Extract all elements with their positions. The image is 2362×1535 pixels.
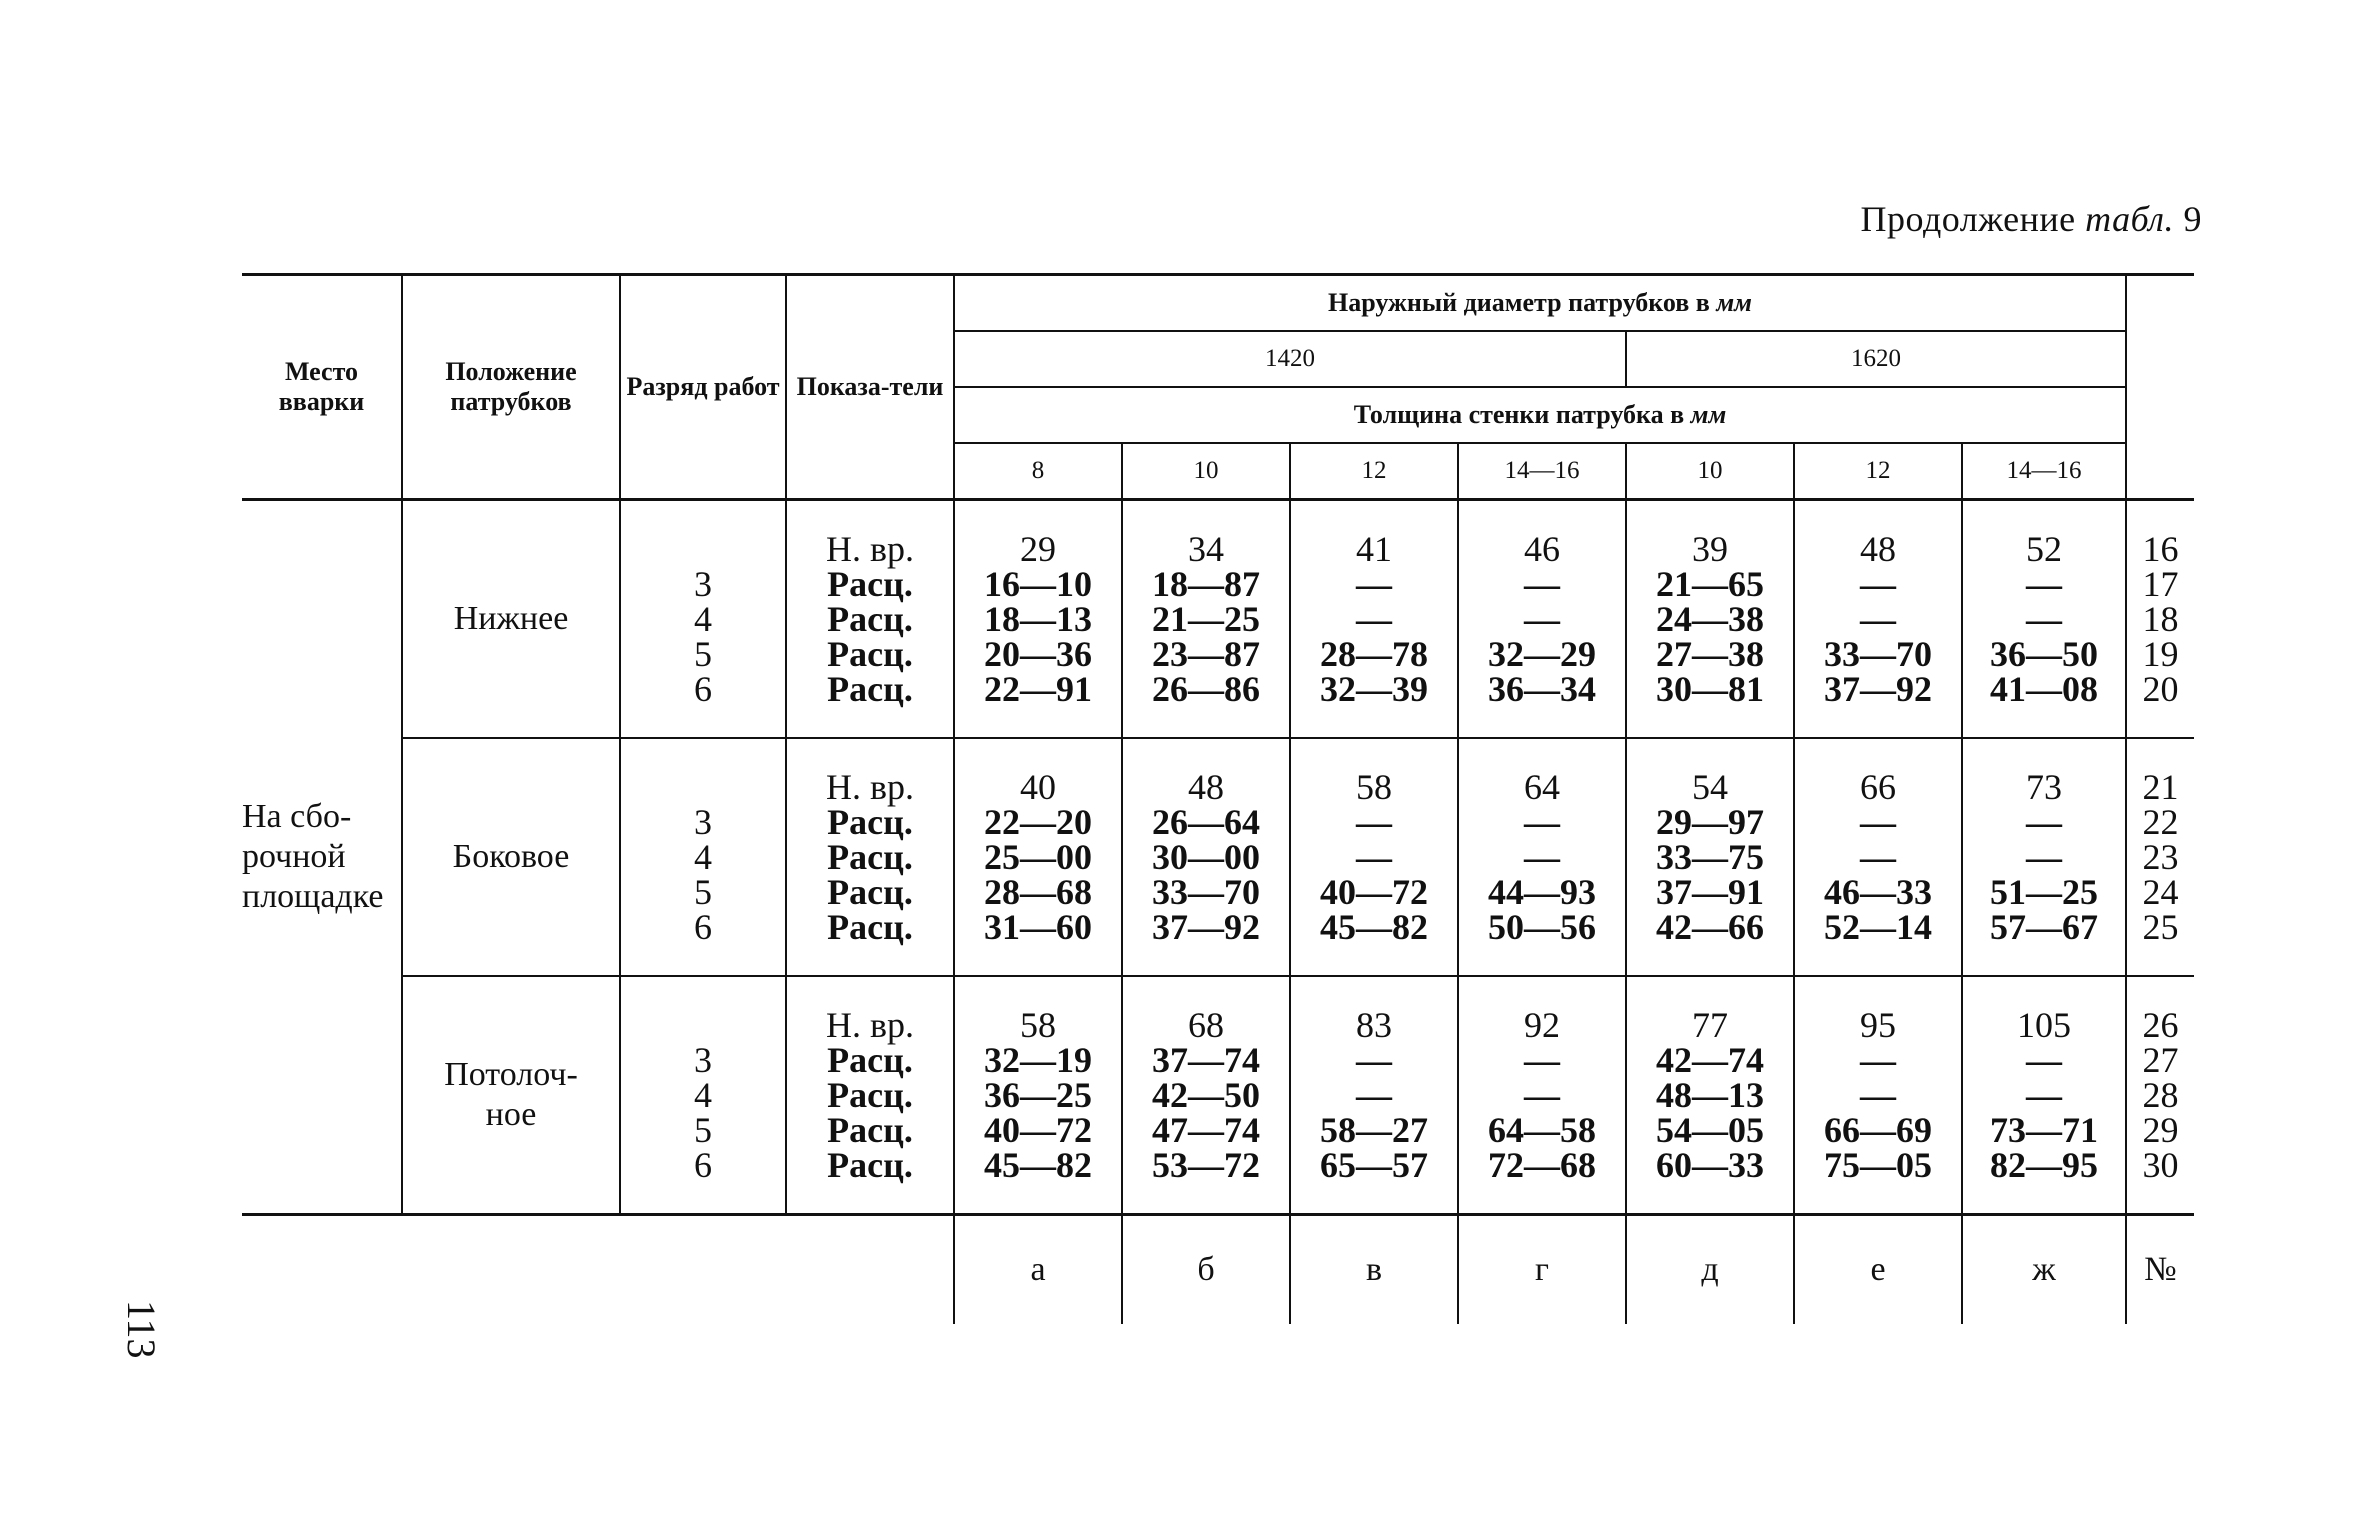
value: — <box>1860 801 1896 842</box>
indicator-label: Расц. <box>827 801 913 842</box>
value-cell <box>1794 500 1962 739</box>
position-cell <box>402 738 620 976</box>
grade-value: 3 <box>694 563 712 604</box>
row-num: 27 <box>2142 1039 2179 1080</box>
value: 73—71 <box>1990 1109 2098 1150</box>
indicator-label: Расц. <box>827 633 913 674</box>
indicator-label: Расц. <box>827 1039 913 1080</box>
value: 72—68 <box>1488 1144 1596 1185</box>
indicator-label: Расц. <box>827 836 913 877</box>
value: — <box>1356 598 1392 639</box>
thickness-e: 10 <box>1626 443 1794 500</box>
value: 45—82 <box>1320 906 1428 947</box>
value: 28—68 <box>984 871 1092 912</box>
indicator-cell <box>786 738 954 976</box>
value: 92 <box>1524 1004 1560 1045</box>
grade-value: 5 <box>694 1109 712 1150</box>
value-cell <box>1290 738 1458 976</box>
value: 64—58 <box>1488 1109 1596 1150</box>
place-cell <box>242 500 402 1215</box>
indicator-label: Расц. <box>827 668 913 709</box>
row-num: 23 <box>2142 836 2179 877</box>
row-num: 29 <box>2142 1109 2179 1150</box>
footer-col-label: в <box>1290 1215 1458 1325</box>
value: 22—20 <box>984 801 1092 842</box>
value: — <box>1860 836 1896 877</box>
indicator-label: Расц. <box>827 871 913 912</box>
value: 37—92 <box>1152 906 1260 947</box>
grade-value: 4 <box>694 836 712 877</box>
value: — <box>2026 563 2062 604</box>
indicator-label: Расц. <box>827 598 913 639</box>
header-indicators: Показа-тели <box>786 275 954 500</box>
caption-number: 9 <box>2183 199 2202 239</box>
value: — <box>1524 563 1560 604</box>
position-label: ное <box>485 1096 537 1133</box>
row-num: 18 <box>2142 598 2179 639</box>
value: 52—14 <box>1824 906 1932 947</box>
value: 24—38 <box>1656 598 1764 639</box>
value: — <box>1524 836 1560 877</box>
value: 75—05 <box>1824 1144 1932 1185</box>
value: 40—72 <box>1320 871 1428 912</box>
row-num: 28 <box>2142 1074 2179 1115</box>
grade-cell <box>620 976 786 1215</box>
footer-col-label: д <box>1626 1215 1794 1325</box>
value-cell <box>954 500 1122 739</box>
value-cell <box>1794 738 1962 976</box>
value: 48 <box>1860 528 1896 569</box>
value: 73 <box>2026 766 2062 807</box>
value: — <box>1860 598 1896 639</box>
value: 47—74 <box>1152 1109 1260 1150</box>
thickness-f: 12 <box>1794 443 1962 500</box>
row-num: 25 <box>2142 906 2179 947</box>
indicator-label: Расц. <box>827 1109 913 1150</box>
value-cell <box>1458 976 1626 1215</box>
value: 32—19 <box>984 1039 1092 1080</box>
value: — <box>1356 1039 1392 1080</box>
grade-value: 5 <box>694 871 712 912</box>
indicator-label: Расц. <box>827 563 913 604</box>
value-cell <box>1626 500 1794 739</box>
value: 42—66 <box>1656 906 1764 947</box>
header-wall <box>954 387 2126 443</box>
value: 77 <box>1692 1004 1728 1045</box>
value-cell <box>1626 738 1794 976</box>
value: — <box>1524 801 1560 842</box>
position-cell <box>402 500 620 739</box>
row-num: 21 <box>2142 766 2179 807</box>
row-num-cell <box>2126 976 2194 1215</box>
value: 50—56 <box>1488 906 1596 947</box>
grade-value: 6 <box>694 668 712 709</box>
value: 26—86 <box>1152 668 1260 709</box>
value: — <box>1524 598 1560 639</box>
value: 40 <box>1020 766 1056 807</box>
value: 33—75 <box>1656 836 1764 877</box>
value: 37—91 <box>1656 871 1764 912</box>
place-line: На сбо- <box>242 798 352 835</box>
value-cell <box>1962 500 2126 739</box>
value-cell <box>1290 976 1458 1215</box>
value: — <box>1356 836 1392 877</box>
value-cell <box>1122 500 1290 739</box>
value: 41—08 <box>1990 668 2098 709</box>
value: 25—00 <box>984 836 1092 877</box>
caption-prefix: Продолжение <box>1860 199 2076 239</box>
place-line: рочной <box>242 838 346 875</box>
value: — <box>1356 1074 1392 1115</box>
thickness-a: 8 <box>954 443 1122 500</box>
row-num: 17 <box>2142 563 2179 604</box>
value: 27—38 <box>1656 633 1764 674</box>
thickness-d: 14—16 <box>1458 443 1626 500</box>
value-cell <box>1122 738 1290 976</box>
value: — <box>2026 1074 2062 1115</box>
value: 95 <box>1860 1004 1896 1045</box>
value-cell <box>1794 976 1962 1215</box>
header-d1420: 1420 <box>954 331 1626 387</box>
value: 30—81 <box>1656 668 1764 709</box>
grade-value: 3 <box>694 801 712 842</box>
row-num: 20 <box>2142 668 2179 709</box>
row-num: 26 <box>2142 1004 2179 1045</box>
value: 60—33 <box>1656 1144 1764 1185</box>
value: 44—93 <box>1488 871 1596 912</box>
header-place: Место вварки <box>242 275 402 500</box>
value: 23—87 <box>1152 633 1260 674</box>
value: 21—65 <box>1656 563 1764 604</box>
value-cell <box>1962 738 2126 976</box>
value-cell <box>1962 976 2126 1215</box>
value: 16—10 <box>984 563 1092 604</box>
value: 57—67 <box>1990 906 2098 947</box>
grade-cell <box>620 738 786 976</box>
value-cell <box>1122 976 1290 1215</box>
position-label: Нижнее <box>453 600 569 637</box>
value: 31—60 <box>984 906 1092 947</box>
value: 52 <box>2026 528 2062 569</box>
grade-cell <box>620 500 786 739</box>
value: — <box>2026 836 2062 877</box>
footer-num-label: № <box>2144 1251 2177 1288</box>
value: 36—50 <box>1990 633 2098 674</box>
value: 68 <box>1188 1004 1224 1045</box>
value: 22—91 <box>984 668 1092 709</box>
caption-word: табл. <box>2085 199 2174 239</box>
grade-value: 6 <box>694 1144 712 1185</box>
value: 34 <box>1188 528 1224 569</box>
value: 36—25 <box>984 1074 1092 1115</box>
value: 58 <box>1356 766 1392 807</box>
page-number: 113 <box>119 1300 164 1359</box>
value: — <box>2026 801 2062 842</box>
table-row <box>242 500 2194 739</box>
value: 54—05 <box>1656 1109 1764 1150</box>
value: 29—97 <box>1656 801 1764 842</box>
value: 66 <box>1860 766 1896 807</box>
value: 58—27 <box>1320 1109 1428 1150</box>
thickness-b: 10 <box>1122 443 1290 500</box>
value-cell <box>1290 500 1458 739</box>
value: 37—92 <box>1824 668 1932 709</box>
footer-col-label: е <box>1794 1215 1962 1325</box>
grade-value: 4 <box>694 1074 712 1115</box>
position-label: Потолоч- <box>444 1056 578 1093</box>
value: — <box>1524 1074 1560 1115</box>
thickness-c: 12 <box>1290 443 1458 500</box>
value-cell <box>954 738 1122 976</box>
value: 65—57 <box>1320 1144 1428 1185</box>
table-row <box>242 738 2194 976</box>
value: 28—78 <box>1320 633 1428 674</box>
value: 18—13 <box>984 598 1092 639</box>
value: 105 <box>2017 1004 2071 1045</box>
value: 18—87 <box>1152 563 1260 604</box>
value: — <box>2026 598 2062 639</box>
header-outer-diameter <box>954 275 2126 332</box>
grade-value: 6 <box>694 906 712 947</box>
footer-blank <box>242 1215 954 1325</box>
row-num: 30 <box>2142 1144 2179 1185</box>
value-cell <box>1626 976 1794 1215</box>
value: 45—82 <box>984 1144 1092 1185</box>
header-num-blank <box>2126 275 2194 500</box>
value: 58 <box>1020 1004 1056 1045</box>
value: 42—74 <box>1656 1039 1764 1080</box>
value: 33—70 <box>1824 633 1932 674</box>
value-cell <box>954 976 1122 1215</box>
indicator-label: Н. вр. <box>826 766 914 807</box>
value: 66—69 <box>1824 1109 1932 1150</box>
value: 33—70 <box>1152 871 1260 912</box>
value: 32—39 <box>1320 668 1428 709</box>
outer-diameter-text: Наружный диаметр патрубков в <box>1328 288 1710 318</box>
row-num-cell <box>2126 738 2194 976</box>
value: 37—74 <box>1152 1039 1260 1080</box>
value: — <box>2026 1039 2062 1080</box>
thickness-g: 14—16 <box>1962 443 2126 500</box>
value: 41 <box>1356 528 1392 569</box>
indicator-label: Расц. <box>827 906 913 947</box>
row-num: 22 <box>2142 801 2179 842</box>
row-num: 19 <box>2142 633 2179 674</box>
position-label: Боковое <box>452 838 570 875</box>
value: 29 <box>1020 528 1056 569</box>
header-grade: Разряд работ <box>620 275 786 500</box>
value: — <box>1860 1039 1896 1080</box>
value: 26—64 <box>1152 801 1260 842</box>
value: 82—95 <box>1990 1144 2098 1185</box>
value-cell <box>1458 500 1626 739</box>
value: 48—13 <box>1656 1074 1764 1115</box>
value: — <box>1860 1074 1896 1115</box>
wall-unit: мм <box>1690 400 1727 430</box>
indicator-cell <box>786 500 954 739</box>
wall-text: Толщина стенки патрубка в <box>1353 400 1685 430</box>
indicator-label: Расц. <box>827 1144 913 1185</box>
data-table <box>242 273 2194 1324</box>
value: 51—25 <box>1990 871 2098 912</box>
grade-value: 4 <box>694 598 712 639</box>
row-num: 24 <box>2142 871 2179 912</box>
indicator-label: Расц. <box>827 1074 913 1115</box>
value: 46 <box>1524 528 1560 569</box>
value: 54 <box>1692 766 1728 807</box>
footer-col-label: г <box>1458 1215 1626 1325</box>
value: 42—50 <box>1152 1074 1260 1115</box>
value: 53—72 <box>1152 1144 1260 1185</box>
outer-diameter-unit: мм <box>1716 288 1752 318</box>
indicator-cell <box>786 976 954 1215</box>
row-num: 16 <box>2142 528 2179 569</box>
footer-col-label: ж <box>1962 1215 2126 1325</box>
place-line: площадке <box>242 878 384 915</box>
row-num-cell <box>2126 500 2194 739</box>
value-cell <box>1458 738 1626 976</box>
indicator-label: Н. вр. <box>826 1004 914 1045</box>
value: 48 <box>1188 766 1224 807</box>
table-row <box>242 976 2194 1215</box>
value: 20—36 <box>984 633 1092 674</box>
value: 64 <box>1524 766 1560 807</box>
value: — <box>1860 563 1896 604</box>
value: — <box>1356 563 1392 604</box>
grade-value: 3 <box>694 1039 712 1080</box>
indicator-label: Н. вр. <box>826 528 914 569</box>
value: 36—34 <box>1488 668 1596 709</box>
value: 39 <box>1692 528 1728 569</box>
header-position: Положение патрубков <box>402 275 620 500</box>
grade-value: 5 <box>694 633 712 674</box>
footer-col-label: а <box>954 1215 1122 1325</box>
value: — <box>1356 801 1392 842</box>
footer-row <box>242 1215 2194 1325</box>
value: 46—33 <box>1824 871 1932 912</box>
header-d1620: 1620 <box>1626 331 2126 387</box>
value: 30—00 <box>1152 836 1260 877</box>
footer-col-label: б <box>1122 1215 1290 1325</box>
value: 83 <box>1356 1004 1392 1045</box>
value: 21—25 <box>1152 598 1260 639</box>
value: 40—72 <box>984 1109 1092 1150</box>
position-cell <box>402 976 620 1215</box>
value: — <box>1524 1039 1560 1080</box>
table-caption <box>1861 198 2203 240</box>
value: 32—29 <box>1488 633 1596 674</box>
